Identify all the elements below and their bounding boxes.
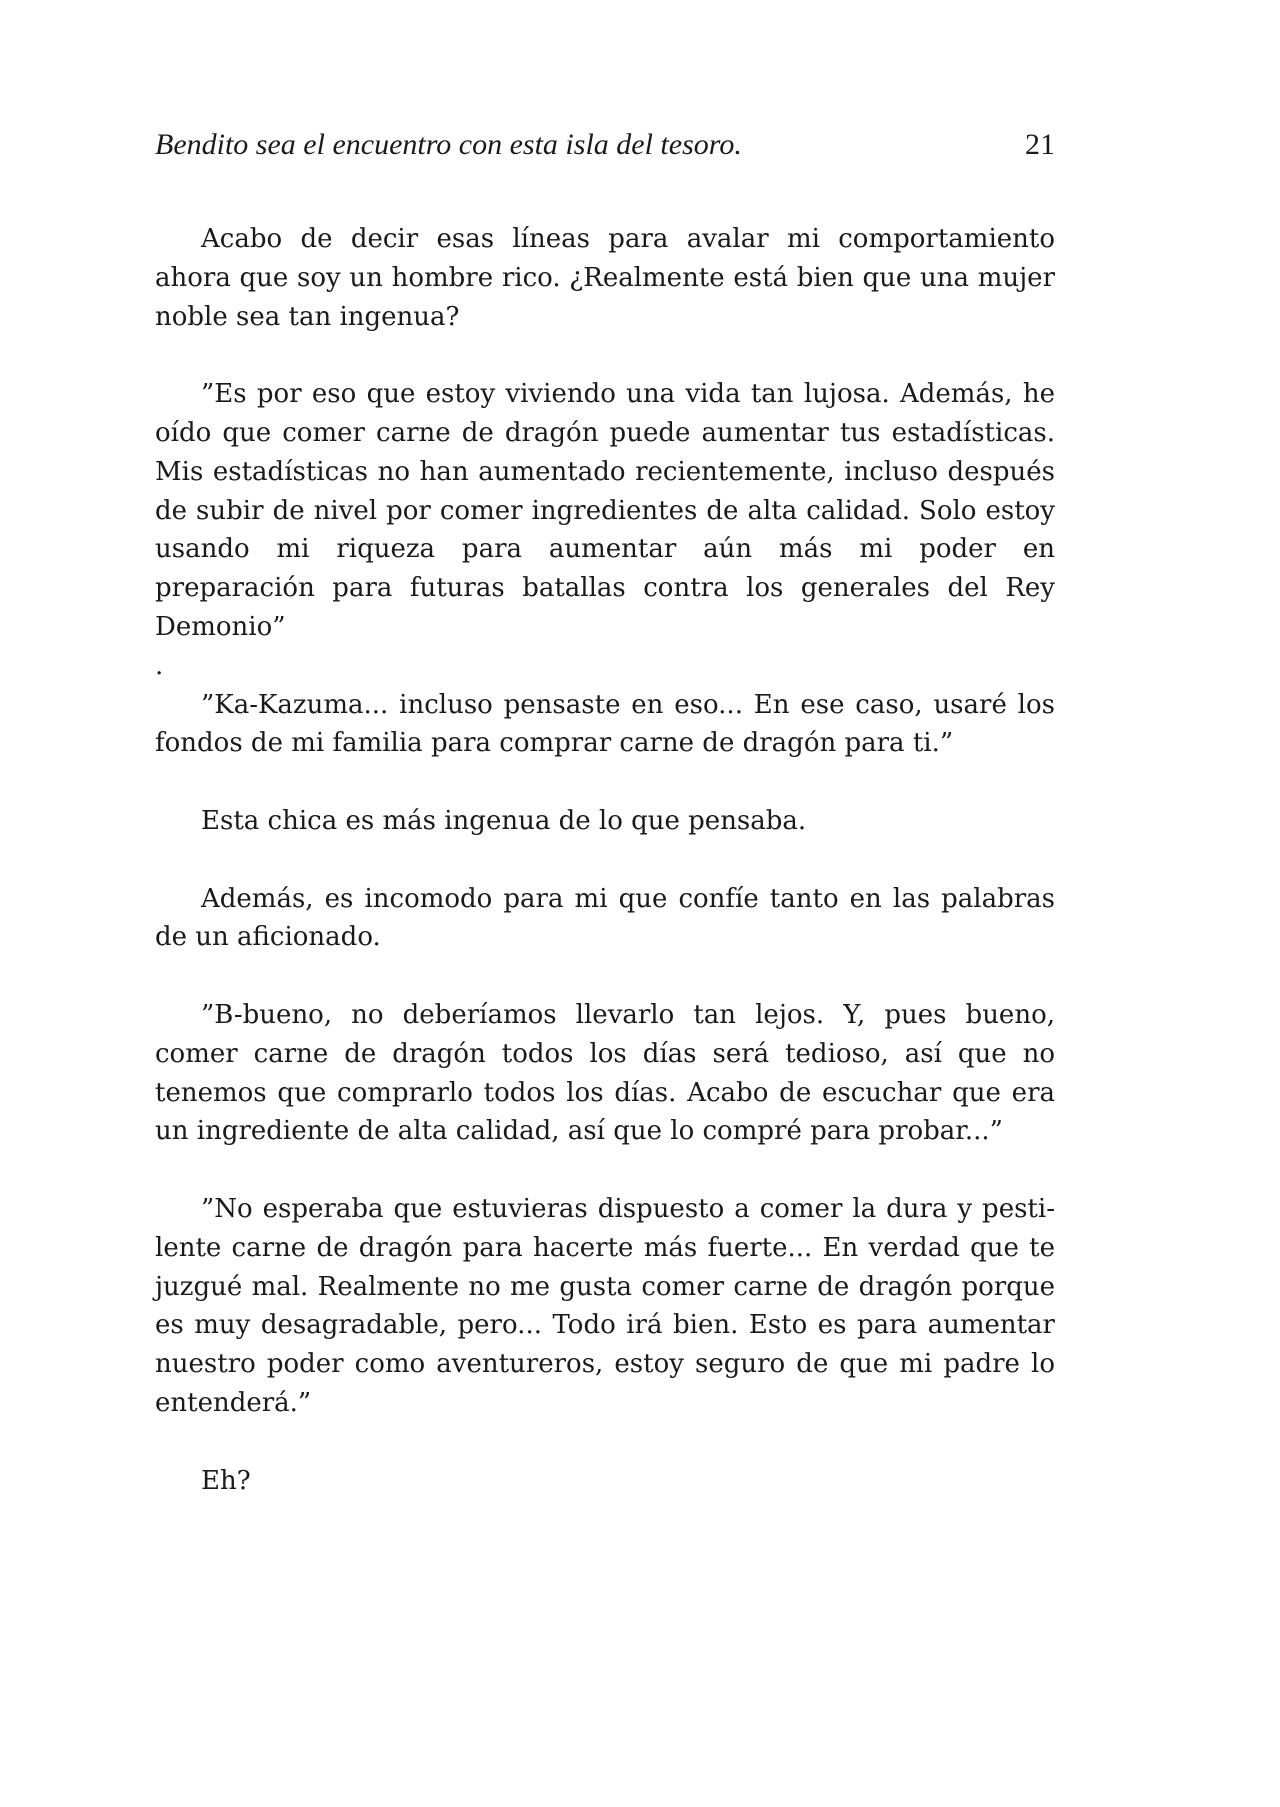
paragraph-8: Eh? [201,1465,251,1496]
paragraph-4: Esta chica es más ingenua de lo que pensaba. [201,805,807,836]
running-header [155,128,1055,168]
paragraph-1: Acabo de decir esas líneas para avalar mi comportamiento ahora que soy un hombre rico. ¿Realmente está bien que una mujer noble sea tan ingenua? [155,224,1055,332]
paragraph-7: ”No esperaba que estuvieras dispuesto a comer la dura y pestilente carne de dragón para hacerte más fuerte... En verdad que te juzgué mal. Realmente no me gusta comer carne de dragón porque es muy desagradable, pero... Todo irá bien. Esto es para aumentar nuestro poder como aventureros, estoy seguro de que mi padre lo entenderá.” [155,1193,1055,1418]
body-text [155,220,1055,1539]
paragraph-5: Además, es incomodo para mi que confíe tanto en las palabras de un aficionado. [155,883,1055,953]
running-title: Bendito sea el encuentro con esta isla del tesoro. [155,128,742,161]
paragraph-3: ”Ka-Kazuma... incluso pensaste en eso... En ese caso, usaré los fondos de mi familia para comprar carne de dragón para ti.” [155,689,1055,759]
paragraph-2: ”Es por eso que estoy viviendo una vida tan lujosa. Además, he oído que comer carne de dragón puede aumentar tus estadísticas. Mis estadísticas no han aumentado recientemente, incluso después de subir de nivel por comer ingredientes de alta calidad. Solo estoy usando mi riqueza para aumentar aún más mi poder en preparación para futuras batallas contra los generales del Rey Demonio” [155,379,1055,642]
page-number: 21 [1025,128,1055,161]
stray-period: . [155,650,164,681]
paragraph-6: ”B-bueno, no deberíamos llevarlo tan lejos. Y, pues bueno, comer carne de dragón todos los días será tedioso, así que no tenemos que comprarlo todos los días. Acabo de escuchar que era un ingrediente de alta calidad, así que lo compré para probar...” [155,999,1055,1147]
